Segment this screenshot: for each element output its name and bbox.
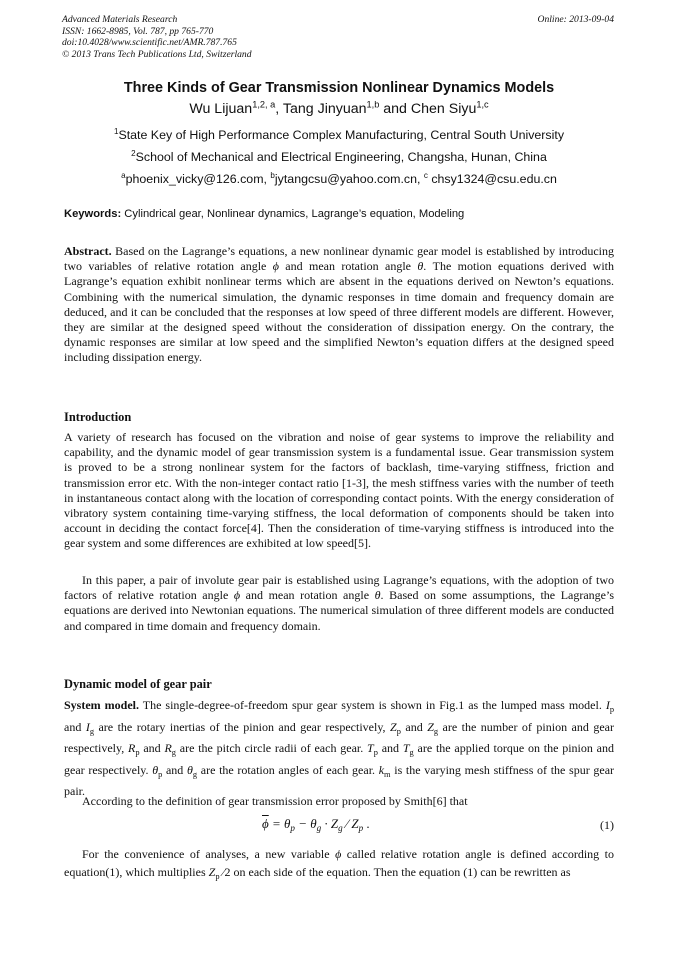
subscript: g bbox=[171, 748, 176, 758]
body-text: are the pitch circle radii of each gear. bbox=[175, 741, 368, 756]
system-model-paragraph bbox=[64, 697, 614, 801]
eq-term: = θ bbox=[268, 816, 291, 831]
keywords bbox=[64, 208, 464, 220]
body-text: The single-degree-of-freedom spur gear system is shown in Fig.1 as the lumped mass model. bbox=[138, 698, 606, 712]
eq-lhs: $\overline{\phi}$ bbox=[262, 816, 269, 831]
email-sup: c bbox=[423, 170, 428, 180]
keywords-label: Keywords: bbox=[64, 208, 122, 220]
symbol-Z: Z bbox=[390, 719, 397, 734]
body-text: are the applied torque on the pinion and gear respectively. bbox=[64, 741, 614, 777]
email-sup: b bbox=[270, 170, 275, 180]
section-heading-introduction: Introduction bbox=[64, 410, 132, 424]
subscript: p bbox=[215, 871, 220, 881]
eq-term: − θ bbox=[294, 816, 317, 831]
body-text: and bbox=[162, 762, 187, 777]
symbol-Z: Z bbox=[208, 864, 216, 879]
symbol-Z: Z bbox=[427, 719, 434, 734]
eq-end: . bbox=[363, 816, 370, 831]
intro-text: and mean rotation angle bbox=[240, 588, 375, 603]
email-c: chsy1324@csu.edu.cn bbox=[427, 172, 557, 186]
system-model-label: System model. bbox=[64, 698, 139, 712]
symbol-theta: θ bbox=[186, 762, 193, 777]
subscript: p bbox=[290, 823, 295, 833]
online-date: Online: 2013-09-04 bbox=[537, 14, 614, 25]
subscript: m bbox=[384, 769, 391, 779]
eq-term: ⁄2 bbox=[219, 864, 231, 879]
subscript: g bbox=[409, 748, 414, 758]
author-list bbox=[0, 101, 678, 117]
body-text: and bbox=[139, 741, 165, 756]
subscript: p bbox=[158, 769, 163, 779]
subscript: p bbox=[135, 748, 140, 758]
eq-term: · Z bbox=[321, 816, 339, 831]
symbol-k: k bbox=[378, 762, 385, 777]
email-sup: a bbox=[121, 170, 126, 180]
intro-paragraph-1: A variety of research has focused on the vibration and noise of gear systems to improve the reliability and capability, and the dynamic model of gear transmission system is a fundamental issue. Gear transmission system is proved to be a strong nonlinear system for the factors of backlash, time-varying stiffness, friction and transmission error etc. With the non-integer contact ratio [1-3], the mesh stiffness varies with the number of teeth in instantaneous contact along with the location of corresponding contact points. With the energy consideration of vibratory system containing time-varying stiffness, the local deformation of components should be taken into account in deciding the contact force[4]. Then the consideration of time-varying stiffness is introduced into the gear system and some differences are exhibited at low speed[5]. bbox=[64, 430, 614, 551]
author-name: Wu Lijuan bbox=[189, 101, 253, 117]
abstract bbox=[64, 244, 614, 366]
intro-text: . Based on some assumptions, the Lagrange’s equations are derived into Newtonian equations. The numerical simulation of three different models are conducted and compared in time domain and frequency domain. bbox=[64, 588, 614, 633]
subscript: p bbox=[396, 726, 401, 736]
smith-definition-line: According to the definition of gear transmission error proposed by Smith[6] that bbox=[82, 794, 468, 808]
section-heading-dynamic-model: Dynamic model of gear pair bbox=[64, 677, 212, 691]
symbol-phi: ϕ bbox=[233, 588, 241, 603]
body-text: are the rotation angles of each gear. bbox=[197, 762, 379, 777]
author-name: , Tang Jinyuan bbox=[275, 101, 367, 117]
issn: ISSN: 1662-8985, Vol. 787, pp 765-770 bbox=[62, 25, 214, 37]
symbol-theta: θ bbox=[374, 588, 381, 603]
aff-text: State Key of High Performance Complex Manufacturing, Central South University bbox=[118, 128, 565, 142]
subscript: g bbox=[192, 769, 198, 779]
abstract-text: and mean rotation angle bbox=[278, 259, 418, 274]
email-b: jytangcsu@yahoo.com.cn, bbox=[274, 172, 424, 186]
aff-sup: 1 bbox=[113, 126, 119, 136]
subscript: g bbox=[338, 823, 343, 833]
abstract-text: . The motion equations derived with Lagrange’s equation exhibit nonlinear terms which are absent in the equations derived on Newton’s equations. Combining with the numerical simulation, the dynamic responses in time domain and frequency domain are deduced, and it can be concluded that the responses at low speed of three different models are different. However, they are similar at the designed speed without the consideration of dissipation energy. On the contrary, the dynamic responses are similar at low speed and the simplified Newton’s equation differs at the designed speed including dissipation energy. bbox=[64, 259, 615, 365]
symbol-I: I bbox=[85, 719, 90, 734]
author-sup: 1,b bbox=[366, 99, 380, 110]
body-text: on each side of the equation. Then the equation (1) can be rewritten as bbox=[230, 864, 571, 879]
body-text: called relative rotation angle is defined according to equation(1), which multiplies bbox=[64, 847, 614, 879]
body-text: and bbox=[400, 719, 428, 734]
symbol-theta: θ bbox=[417, 259, 424, 274]
subscript: g bbox=[316, 823, 322, 833]
intro-text: In this paper, a pair of involute gear pair is established using Lagrange’s equations, with the adoption of two factors of relative rotation angle bbox=[64, 573, 614, 603]
author-emails bbox=[0, 172, 678, 186]
symbol-I: I bbox=[605, 698, 610, 712]
intro-paragraph-2 bbox=[64, 573, 614, 634]
body-text: For the convenience of analyses, a new variable bbox=[82, 847, 336, 861]
abstract-label: Abstract. bbox=[64, 244, 112, 258]
symbol-T: T bbox=[402, 741, 410, 756]
affiliation-1 bbox=[0, 128, 678, 142]
aff-sup: 2 bbox=[131, 148, 136, 158]
aff-text: School of Mechanical and Electrical Engineering, Changsha, Hunan, China bbox=[135, 150, 547, 164]
body-text: is the varying mesh stiffness of the spur gear pair. bbox=[64, 762, 615, 799]
journal-name: Advanced Materials Research bbox=[62, 14, 178, 25]
abstract-text: Based on the Lagrange’s equations, a new nonlinear dynamic gear model is established by introducing two variables of relative rotation angle bbox=[64, 244, 614, 274]
subscript: g bbox=[433, 726, 439, 736]
keywords-text: Cylindrical gear, Nonlinear dynamics, Lagrange’s equation, Modeling bbox=[121, 208, 465, 220]
symbol-theta: θ bbox=[152, 762, 159, 777]
body-text: and bbox=[64, 719, 86, 734]
eq-term: ⁄ Z bbox=[342, 816, 359, 831]
closing-paragraph bbox=[64, 846, 614, 885]
author-sup: 1,c bbox=[476, 99, 489, 110]
subscript: g bbox=[89, 726, 94, 736]
equation-1 bbox=[262, 816, 370, 833]
body-text: and bbox=[377, 741, 403, 756]
symbol-T: T bbox=[367, 741, 374, 756]
symbol-R: R bbox=[128, 741, 136, 756]
symbol-phi: ϕ bbox=[272, 259, 279, 274]
copyright: © 2013 Trans Tech Publications Ltd, Switzerland bbox=[62, 48, 252, 60]
author-sup: 1,2, a bbox=[252, 99, 276, 110]
subscript: p bbox=[609, 705, 614, 714]
body-text: are the rotary inertias of the pinion and gear respectively, bbox=[94, 719, 391, 734]
equation-number: (1) bbox=[600, 818, 614, 832]
subscript: p bbox=[358, 823, 364, 833]
body-text: are the number of pinion and gear respectively, bbox=[64, 719, 615, 756]
symbol-phi: ϕ bbox=[335, 847, 342, 861]
running-header bbox=[62, 14, 614, 60]
affiliation-2 bbox=[0, 150, 678, 164]
paper-title: Three Kinds of Gear Transmission Nonlinear Dynamics Models bbox=[123, 80, 555, 96]
subscript: p bbox=[373, 748, 378, 758]
author-name: and Chen Siyu bbox=[379, 101, 477, 117]
doi: doi:10.4028/www.scientific.net/AMR.787.765 bbox=[62, 37, 237, 49]
symbol-R: R bbox=[164, 741, 172, 756]
email-a: phoenix_vicky@126.com, bbox=[125, 172, 271, 186]
